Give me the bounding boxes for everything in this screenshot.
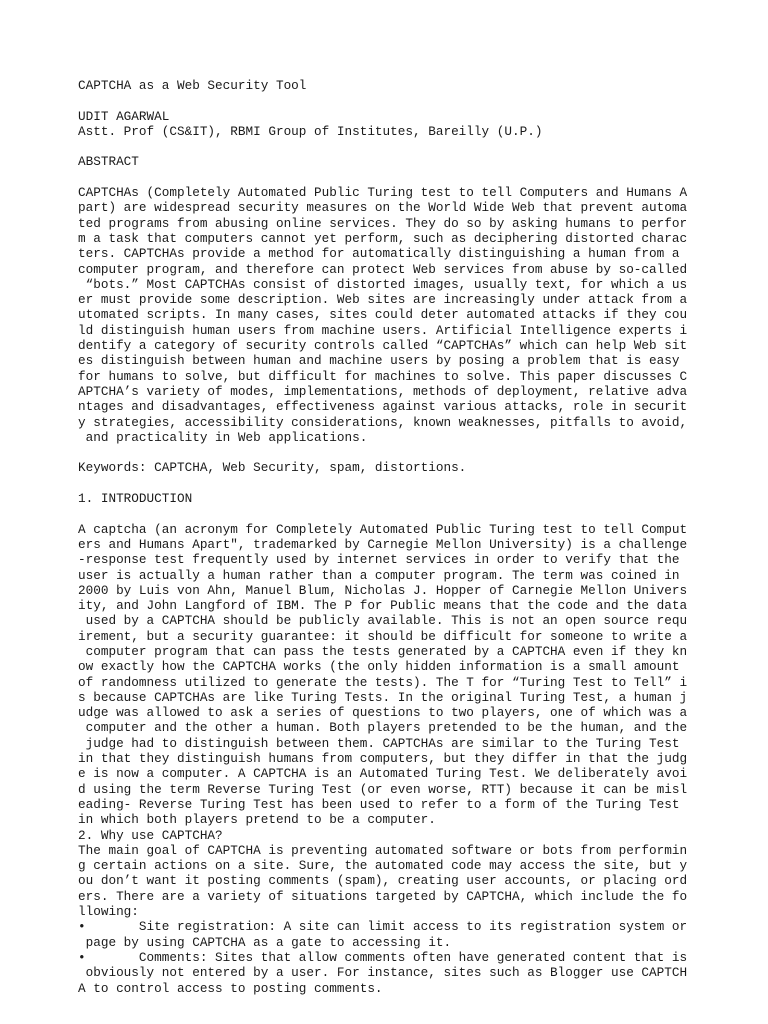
- abstract-line: “bots.” Most CAPTCHAs consist of distorted images, usually text, for which a us: [78, 276, 688, 292]
- abstract-body: [78, 185, 768, 445]
- abstract-line: and practicality in Web applications.: [78, 429, 368, 445]
- introduction-line: in which both players pretend to be a computer.: [78, 812, 436, 828]
- abstract-line: y strategies, accessibility considerations, known weaknesses, pitfalls to avoid,: [78, 414, 688, 430]
- introduction-line: ers and Humans Apart", trademarked by Carnegie Mellon University) is a challenge: [78, 536, 688, 552]
- spacer: [78, 476, 768, 491]
- abstract-line: er must provide some description. Web sites are increasingly under attack from a: [78, 292, 688, 308]
- spacer: [78, 506, 768, 521]
- abstract-line: ntages and disadvantages, effectiveness against various attacks, role in securit: [78, 399, 688, 415]
- why-use-captcha-body: [78, 843, 768, 996]
- introduction-line: in that they distinguish humans from computers, but they differ in that the judg: [78, 751, 688, 767]
- spacer: [78, 445, 768, 460]
- introduction-line: eading- Reverse Turing Test has been used to refer to a form of the Turing Test: [78, 796, 680, 812]
- introduction-line: udge was allowed to ask a series of questions to two players, one of which was a: [78, 705, 688, 721]
- why-use-captcha-line: llowing:: [78, 904, 139, 920]
- introduction-line: ow exactly how the CAPTCHA works (the only hidden information is a small amount: [78, 659, 680, 675]
- introduction-line: ity, and John Langford of IBM. The P for Public means that the code and the data: [78, 598, 688, 614]
- abstract-line: es distinguish between human and machine users by posing a problem that is easy: [78, 353, 680, 369]
- abstract-line: part) are widespread security measures on the World Wide Web that prevent automa: [78, 200, 688, 216]
- why-use-captcha-line: • Site registration: A site can limit access to its registration system or: [78, 919, 688, 935]
- why-use-captcha-line: obviously not entered by a user. For instance, sites such as Blogger use CAPTCH: [78, 965, 688, 981]
- introduction-line: user is actually a human rather than a computer program. The term was coined in: [78, 567, 680, 583]
- author-name: UDIT AGARWAL: [78, 108, 170, 124]
- introduction-line: computer program that can pass the tests generated by a CAPTCHA even if they kn: [78, 643, 688, 659]
- introduction-line: e is now a computer. A CAPTCHA is an Automated Turing Test. We deliberately avoi: [78, 766, 688, 782]
- paper-title: CAPTCHA as a Web Security Tool: [78, 78, 307, 93]
- introduction-line: computer and the other a human. Both players pretended to be the human, and the: [78, 720, 688, 736]
- why-use-captcha-line: The main goal of CAPTCHA is preventing automated software or bots from performin: [78, 842, 688, 858]
- why-use-captcha-line: ou don’t want it posting comments (spam), creating user accounts, or placing ord: [78, 873, 688, 889]
- why-use-captcha-line: A to control access to posting comments.: [78, 980, 383, 996]
- introduction-line: irement, but a security guarantee: it should be difficult for someone to write a: [78, 628, 688, 644]
- spacer: [78, 139, 768, 154]
- abstract-line: CAPTCHAs (Completely Automated Public Turing test to tell Computers and Humans A: [78, 185, 688, 201]
- abstract-line: utomated scripts. In many cases, sites could deter automated attacks if they cou: [78, 307, 688, 323]
- abstract-line: dentify a category of security controls called “CAPTCHAs” which can help Web sit: [78, 338, 688, 354]
- why-use-captcha-line: ers. There are a variety of situations targeted by CAPTCHA, which include the fo: [78, 888, 688, 904]
- introduction-line: -response test frequently used by internet services in order to verify that the: [78, 552, 680, 568]
- why-use-captcha-line: g certain actions on a site. Sure, the automated code may access the site, but y: [78, 858, 688, 874]
- abstract-heading: ABSTRACT: [78, 154, 139, 170]
- abstract-line: ted programs from abusing online services. They do so by asking humans to perfor: [78, 215, 688, 231]
- introduction-line: s because CAPTCHAs are like Turing Tests. In the original Turing Test, a human j: [78, 689, 688, 705]
- introduction-line: used by a CAPTCHA should be publicly available. This is not an open source requ: [78, 613, 688, 629]
- introduction-line: of randomness utilized to generate the tests). The T for “Turing Test to Tell” i: [78, 674, 688, 690]
- introduction-body: [78, 522, 768, 828]
- introduction-heading: 1. INTRODUCTION: [78, 491, 193, 507]
- introduction-line: A captcha (an acronym for Completely Automated Public Turing test to tell Comput: [78, 521, 688, 537]
- author-affiliation: Astt. Prof (CS&IT), RBMI Group of Institutes, Bareilly (U.P.): [78, 123, 543, 139]
- why-use-captcha-line: • Comments: Sites that allow comments often have generated content that is: [78, 949, 688, 965]
- introduction-line: 2000 by Luis von Ahn, Manuel Blum, Nicholas J. Hopper of Carnegie Mellon Univers: [78, 582, 688, 598]
- abstract-line: ters. CAPTCHAs provide a method for automatically distinguishing a human from a: [78, 246, 680, 262]
- spacer: [78, 93, 768, 108]
- introduction-line: judge had to distinguish between them. CAPTCHAs are similar to the Turing Test: [78, 735, 680, 751]
- abstract-line: APTCHA’s variety of modes, implementations, methods of deployment, relative adva: [78, 383, 688, 399]
- keywords-line: Keywords: CAPTCHA, Web Security, spam, distortions.: [78, 460, 467, 476]
- spacer: [78, 170, 768, 185]
- introduction-line: d using the term Reverse Turing Test (or even worse, RTT) because it can be misl: [78, 781, 688, 797]
- why-use-captcha-heading: 2. Why use CAPTCHA?: [78, 827, 223, 843]
- why-use-captcha-line: page by using CAPTCHA as a gate to accessing it.: [78, 934, 452, 950]
- abstract-line: m a task that computers cannot yet perform, such as deciphering distorted charac: [78, 230, 688, 246]
- abstract-line: ld distinguish human users from machine users. Artificial Intelligence experts i: [78, 322, 688, 338]
- abstract-line: for humans to solve, but difficult for machines to solve. This paper discusses C: [78, 368, 688, 384]
- abstract-line: computer program, and therefore can protect Web services from abuse by so-called: [78, 261, 688, 277]
